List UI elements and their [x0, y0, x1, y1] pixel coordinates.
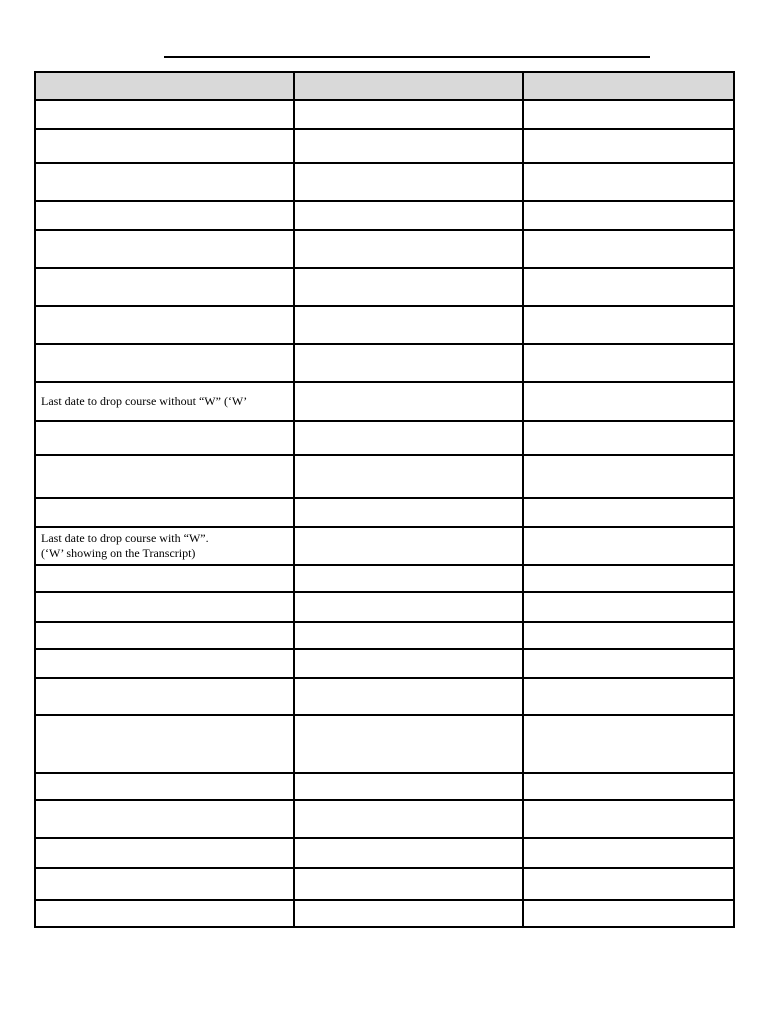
date-cell — [294, 678, 523, 715]
table-row — [35, 838, 734, 868]
table-row — [35, 900, 734, 927]
date-cell — [294, 268, 523, 306]
date-cell — [523, 838, 734, 868]
table-row — [35, 163, 734, 201]
event-text: (‘W’ showing on the Transcript) — [41, 546, 196, 560]
date-cell — [523, 230, 734, 268]
date-cell — [294, 592, 523, 622]
event-cell — [35, 100, 294, 129]
event-cell — [35, 649, 294, 678]
date-cell — [523, 498, 734, 527]
date-cell — [294, 498, 523, 527]
table-row — [35, 678, 734, 715]
date-cell — [523, 565, 734, 592]
event-cell — [35, 268, 294, 306]
date-cell — [294, 649, 523, 678]
event-cell — [35, 773, 294, 800]
table-row — [35, 201, 734, 230]
table-row — [35, 421, 734, 455]
date-cell — [523, 163, 734, 201]
date-cell — [523, 421, 734, 455]
date-cell — [523, 382, 734, 421]
table-row — [35, 649, 734, 678]
table-row — [35, 382, 734, 421]
date-cell — [294, 565, 523, 592]
table-row — [35, 268, 734, 306]
event-cell — [35, 592, 294, 622]
date-cell — [523, 268, 734, 306]
header-cell-2 — [294, 72, 523, 100]
event-text: Last date to drop course with “W”. — [41, 531, 209, 545]
event-cell — [35, 868, 294, 900]
date-cell — [523, 306, 734, 344]
event-cell — [35, 678, 294, 715]
calendar-table — [34, 71, 735, 928]
event-cell — [35, 230, 294, 268]
date-cell — [523, 527, 734, 565]
header-cell-event — [35, 72, 294, 100]
table-row — [35, 129, 734, 163]
date-cell — [294, 455, 523, 498]
table-row — [35, 306, 734, 344]
date-cell — [294, 100, 523, 129]
title-underline — [164, 56, 650, 58]
date-cell — [294, 838, 523, 868]
date-cell — [523, 678, 734, 715]
table-row — [35, 527, 734, 565]
event-cell — [35, 565, 294, 592]
table-row — [35, 344, 734, 382]
date-cell — [294, 715, 523, 773]
event-cell — [35, 201, 294, 230]
date-cell — [294, 622, 523, 649]
date-cell — [523, 900, 734, 927]
date-cell — [294, 201, 523, 230]
event-cell — [35, 421, 294, 455]
table-body — [35, 100, 734, 927]
date-cell — [294, 421, 523, 455]
date-cell — [294, 382, 523, 421]
table-row — [35, 498, 734, 527]
table-header — [35, 72, 734, 100]
table-row — [35, 455, 734, 498]
date-cell — [523, 715, 734, 773]
date-cell — [523, 344, 734, 382]
date-cell — [523, 868, 734, 900]
table-row — [35, 868, 734, 900]
event-cell — [35, 306, 294, 344]
table-row — [35, 800, 734, 838]
table-row — [35, 622, 734, 649]
date-cell — [294, 129, 523, 163]
event-cell — [35, 163, 294, 201]
event-cell — [35, 455, 294, 498]
event-cell — [35, 838, 294, 868]
header-cell-3 — [523, 72, 734, 100]
event-cell — [35, 715, 294, 773]
date-cell — [523, 800, 734, 838]
date-cell — [294, 900, 523, 927]
table-row — [35, 773, 734, 800]
date-cell — [294, 163, 523, 201]
date-cell — [523, 592, 734, 622]
event-cell — [35, 900, 294, 927]
date-cell — [523, 100, 734, 129]
table-row — [35, 592, 734, 622]
header-row — [35, 72, 734, 100]
event-cell — [35, 498, 294, 527]
event-text: Last date to drop course without “W” (‘W’ — [41, 394, 248, 408]
date-cell — [523, 455, 734, 498]
event-cell — [35, 622, 294, 649]
date-cell — [523, 773, 734, 800]
table-row — [35, 100, 734, 129]
date-cell — [523, 649, 734, 678]
date-cell — [294, 527, 523, 565]
date-cell — [523, 129, 734, 163]
event-cell — [35, 344, 294, 382]
date-cell — [294, 230, 523, 268]
event-cell — [35, 129, 294, 163]
date-cell — [523, 201, 734, 230]
date-cell — [294, 800, 523, 838]
date-cell — [294, 344, 523, 382]
table-row — [35, 565, 734, 592]
table-row — [35, 230, 734, 268]
event-cell — [35, 800, 294, 838]
date-cell — [294, 868, 523, 900]
event-cell — [35, 382, 294, 421]
date-cell — [294, 306, 523, 344]
date-cell — [294, 773, 523, 800]
table-row — [35, 715, 734, 773]
event-cell — [35, 527, 294, 565]
date-cell — [523, 622, 734, 649]
